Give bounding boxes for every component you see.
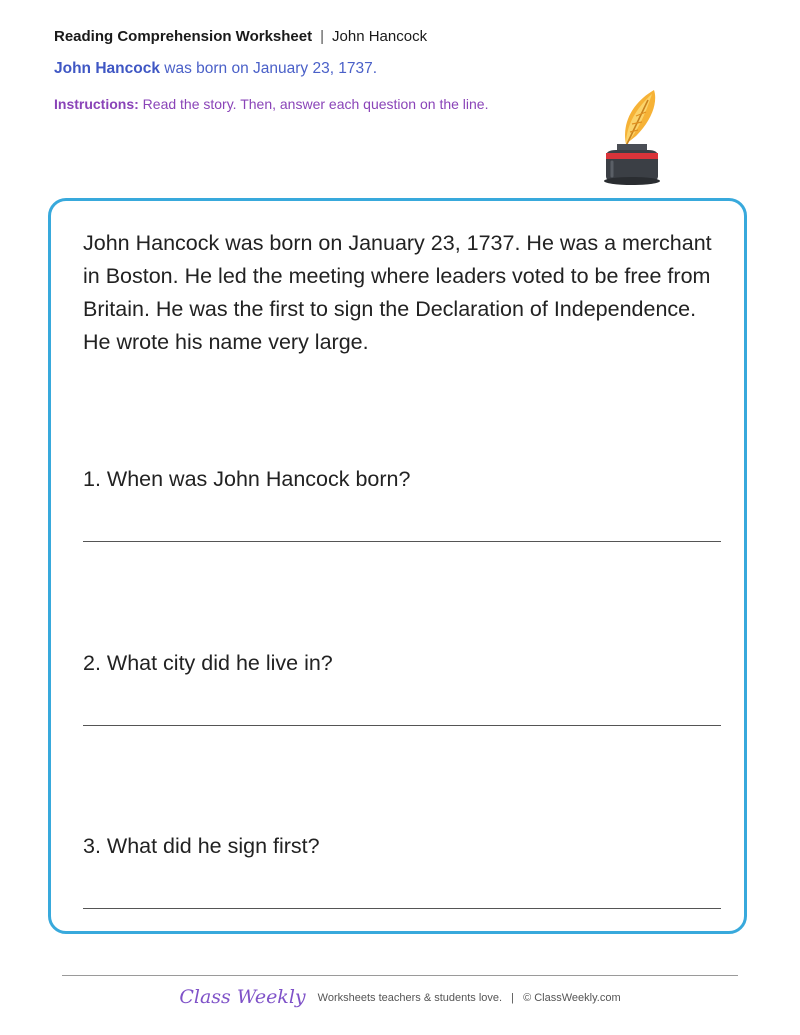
footer bbox=[0, 986, 800, 1008]
worksheet-title: Reading Comprehension Worksheet bbox=[54, 28, 313, 45]
instructions-text: Read the story. Then, answer each question on the line. bbox=[138, 96, 489, 112]
story-card bbox=[48, 198, 747, 934]
footer-tagline: Worksheets teachers & students love. bbox=[317, 992, 503, 1004]
question-3: 3. What did he sign first? bbox=[83, 834, 320, 858]
brand-logo: Class Weekly bbox=[179, 986, 306, 1008]
instructions-label: Instructions: bbox=[54, 96, 139, 112]
answer-line-3[interactable] bbox=[83, 908, 721, 909]
worksheet-topic: John Hancock bbox=[332, 28, 428, 45]
question-1: 1. When was John Hancock born? bbox=[83, 467, 411, 491]
question-2: 2. What city did he live in? bbox=[83, 651, 333, 675]
instructions bbox=[54, 93, 494, 115]
worksheet-header bbox=[54, 28, 427, 45]
header-separator: | bbox=[320, 28, 325, 45]
footer-copyright: © ClassWeekly.com bbox=[523, 992, 621, 1004]
answer-line-2[interactable] bbox=[83, 725, 721, 726]
subtitle bbox=[54, 60, 377, 78]
answer-line-1[interactable] bbox=[83, 541, 721, 542]
story-text: John Hancock was born on January 23, 1737. He was a merchant in Boston. He led the meeting where leaders voted to be free from Britain. He was the first to sign the Declaration of Independence. He wrote his name very large. bbox=[83, 231, 712, 354]
subtitle-rest: was born on January 23, 1737. bbox=[159, 60, 378, 77]
footer-separator: | bbox=[511, 992, 515, 1004]
quill-inkwell-icon bbox=[596, 86, 672, 186]
footer-divider bbox=[62, 975, 738, 976]
subtitle-name: John Hancock bbox=[54, 60, 160, 77]
